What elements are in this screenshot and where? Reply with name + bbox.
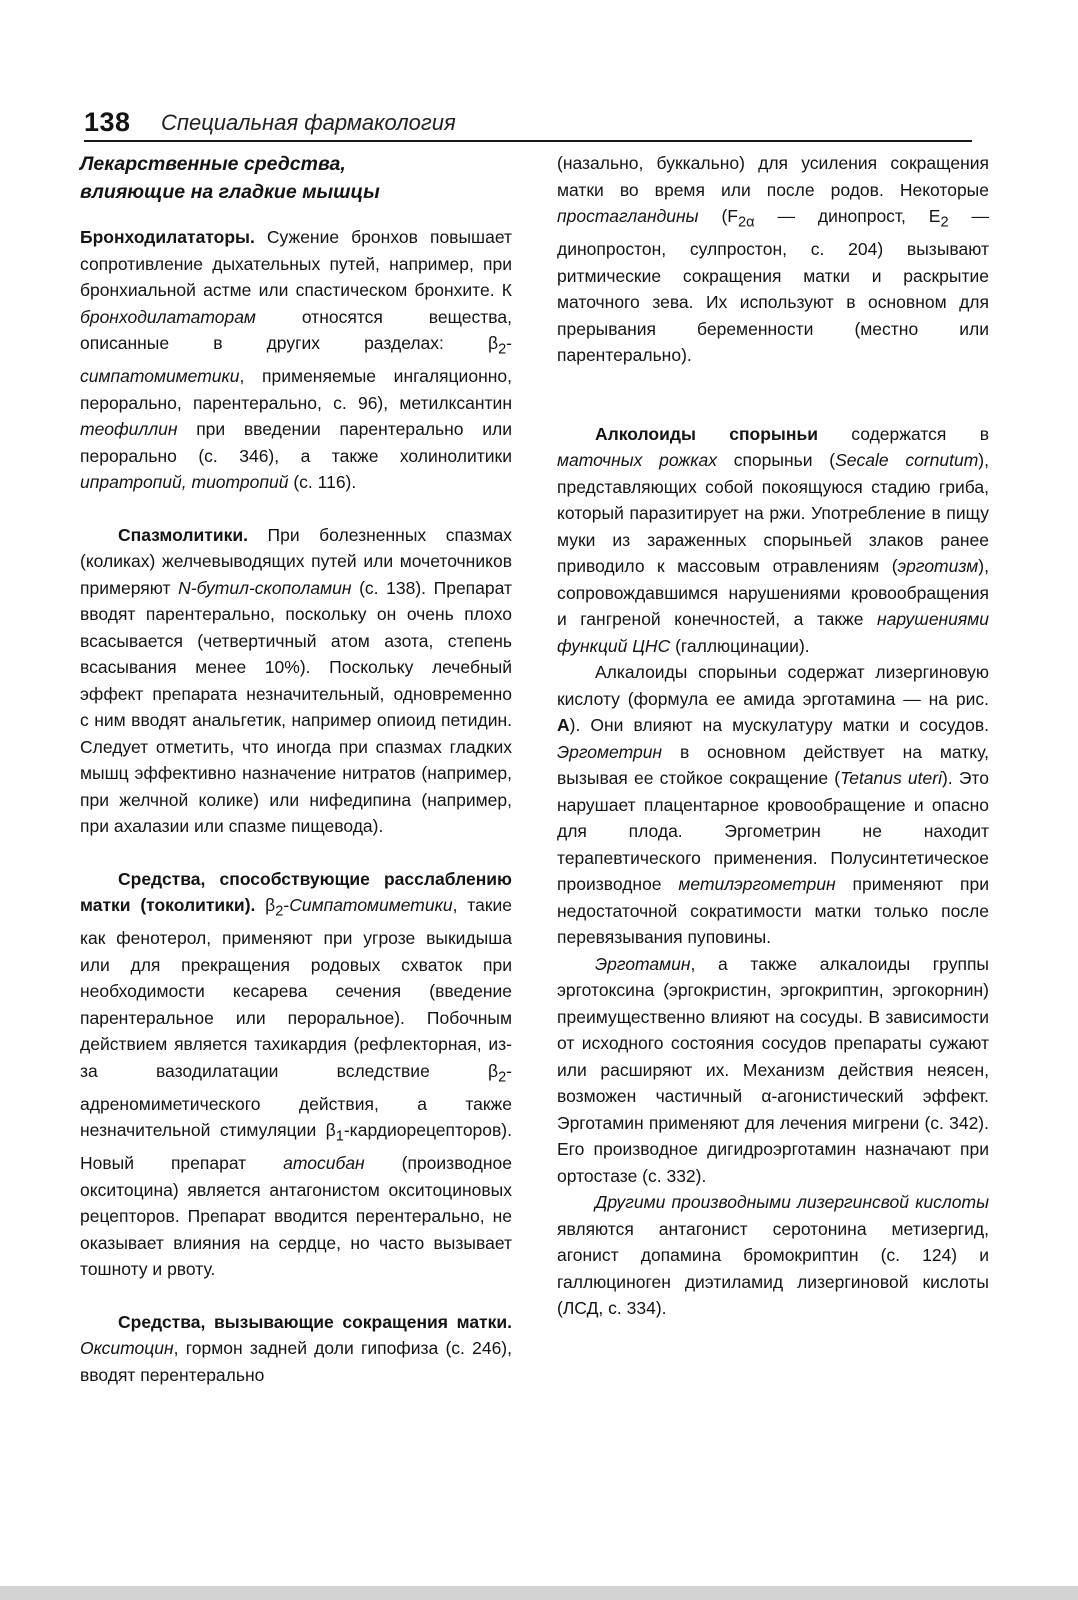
text-run: 2α: [737, 214, 755, 231]
text-run: (с. 116).: [288, 472, 357, 492]
text-run: теофиллин: [80, 419, 178, 439]
text-run: Secale cornutum: [835, 450, 979, 470]
paragraph-ergotamine: [557, 951, 989, 1190]
paragraph-spasmolytics: [80, 522, 512, 840]
text-run: Алколоиды спорыньи: [595, 423, 818, 444]
text-run: в основном действует на матку, вызывая ее стойкое сокращение (: [557, 741, 989, 788]
paragraph-lysergic-derivatives: [557, 1189, 989, 1322]
text-run: — динопрост, E: [754, 206, 941, 226]
text-run: А: [557, 715, 570, 735]
page-header: [84, 106, 972, 142]
text-run: ипратропий, тиотропий: [80, 472, 289, 492]
paragraph-tocolytics: [80, 866, 512, 1283]
text-run: 2: [940, 214, 949, 231]
text-run: содержатся в: [817, 423, 989, 444]
text-run: (производное окситоцина) является антагонистом окситоциновых рецепторов. Препарат вводится перентерально, не оказывает влияния на сердце, но часто вызывает тошноту и рвоту.: [80, 1153, 512, 1279]
text-run: Средства, способствующие расслаблению матки (токолитики).: [80, 868, 512, 915]
text-run: Эрготамин: [595, 953, 691, 974]
text-run: относятся вещества, описанные в других разделах: β: [80, 306, 512, 353]
text-run: (F: [698, 206, 738, 226]
running-title: Специальная фармакология: [161, 110, 456, 135]
text-run: Tetanus uteri: [840, 768, 942, 788]
text-run: -: [283, 895, 290, 915]
text-run: β: [255, 895, 276, 915]
text-run: Окситоцин: [80, 1338, 174, 1358]
left-column: [80, 150, 512, 1388]
text-run: Симпатомиметики: [289, 895, 453, 915]
text-run: простагландины: [557, 206, 699, 226]
text-run: — динопростон, сулпростон, с. 204) вызывают ритмические сокращения матки и раскрытие маточного зева. Их используют в основном для прерывания беременности (местно или парентерально).: [557, 206, 989, 365]
text-run: Средства, вызывающие сокращения матки.: [118, 1311, 512, 1332]
text-run: эрготизм: [897, 556, 979, 576]
text-run: ), сопровождавшимся нарушениями кровообращения и гангреной конечностей, а также: [557, 556, 989, 629]
text-run: При болезненных спазмах (коликах) желчевыводящих путей или мочеточников примеряют: [80, 524, 512, 598]
text-run: N-бутил-скополамин: [178, 577, 352, 598]
text-run: 2: [498, 341, 507, 358]
right-column: [557, 150, 989, 1322]
paragraph-bronchodilators: [80, 224, 512, 496]
text-run: , гормон задней доли гипофиза (с. 246), вводят перентерально: [80, 1338, 512, 1385]
text-run: -адреномиметического действия, а также незначительной стимуляции β: [80, 1060, 512, 1140]
text-run: ). Они влияют на мускулатуру матки и сосудов.: [569, 715, 989, 735]
page-number: 138: [84, 107, 131, 137]
text-run: атосибан: [283, 1153, 365, 1173]
text-run: ). Это нарушает плацентарное кровообращение и опасно для плода. Эргометрин не находит терапевтического применения. Полусинтетическое производное: [557, 768, 989, 894]
text-run: , а также алкалоиды группы эрготоксина (эргокристин, эргокриптин, эргокорнин) преимущественно влияют на сосуды. В зависимости от исходного состояния сосудов препараты сужают или расширяют их. Механизм действия неясен, возможен частичный α-агонистический эффект. Эрготамин применяют для лечения мигрени (с. 342). Его производное дигидроэрготамин назначают при ортостазе (с. 332).: [557, 953, 989, 1186]
text-run: применяют при недостаточной сократимости матки только после перевязывания пуповины.: [557, 874, 989, 947]
text-run: -: [506, 333, 512, 353]
text-run: , такие как фенотерол, применяют при угрозе выкидыша или для прекращения родовых схваток при необходимости кесарева сечения (введение парентеральное или пероральное). Побочным действием является тахикардия (рефлекторная, из-за вазодилатации вследствие β: [80, 895, 512, 1081]
paragraph-uterotonics: [80, 1309, 512, 1389]
text-run: нарушениями функций ЦНС: [557, 609, 989, 656]
paragraph-ergot-alkaloids: [557, 421, 989, 660]
text-run: 2: [498, 1069, 507, 1085]
text-run: метилэргометрин: [678, 874, 836, 894]
text-run: при введении парентерально или перорально (с. 346), а также холинолитики: [80, 419, 512, 466]
text-run: (с. 138). Препарат вводят парентерально, поскольку он очень плохо всасывается (четвертичный атом азота, степень всасывания менее 10%). Поскольку лечебный эффект препарата незначительный, одновременно с ним вводят анальгетик, например опиоид петидин. Следует отметить, что иногда при спазмах гладких мышц эффективно назначение нитратов (например, при желчной колике) или нифедипина (например, при ахалазии или спазме пищевода).: [80, 577, 512, 836]
text-run: Эргометрин: [557, 741, 663, 762]
paragraph-lysergic-acid: [557, 659, 989, 951]
text-run: Бронходилататоры.: [80, 227, 255, 247]
section-title-line-1: Лекарственные средства,: [80, 153, 346, 175]
text-run: , применяемые ингаляционно, перорально, парентерально, с. 96), метилксантин: [80, 366, 512, 413]
text-run: симпатомиметики: [80, 366, 240, 386]
section-title: [80, 150, 512, 206]
scan-bottom-edge: [0, 1586, 1078, 1600]
text-run: Алкалоиды спорыньи содержат лизергиновую кислоту (формула ее амида эрготамина — на рис.: [557, 662, 989, 709]
text-run: -кардиорецепторов). Новый препарат: [80, 1120, 512, 1173]
text-run: 2: [275, 903, 284, 920]
text-run: являются антагонист серотонина метизергид, агонист допамина бромокриптин (с. 124) и галлюциноген диэтиламид лизергиновой кислоты (ЛСД, с. 334).: [557, 1218, 989, 1318]
text-run: ), представляющих собой покоящуюся стадию гриба, который паразитирует на ржи. Употребление в пищу муки из зараженных спорыньей злаков ранее приводило к массовым отравлениям (: [557, 450, 989, 576]
paragraph-prostaglandins: [557, 150, 989, 369]
section-title-line-2: влияющие на гладкие мышцы: [80, 181, 380, 203]
text-run: бронходилататорам: [80, 306, 256, 327]
text-run: (назально, буккально) для усиления сокращения матки во время или после родов. Некоторые: [557, 153, 989, 200]
text-run: маточных рожках: [557, 450, 717, 470]
text-run: 1: [335, 1128, 344, 1145]
text-run: Спазмолитики.: [118, 524, 248, 545]
text-run: (галлюцинации).: [670, 635, 810, 656]
text-run: спорыньи (: [716, 450, 836, 470]
text-run: Другими производными лизергинсвой кислоты: [595, 1192, 989, 1212]
text-run: Сужение бронхов повышает сопротивление дыхательных путей, например, при бронхиальной астме или спастическом бронхите. К: [80, 227, 512, 300]
